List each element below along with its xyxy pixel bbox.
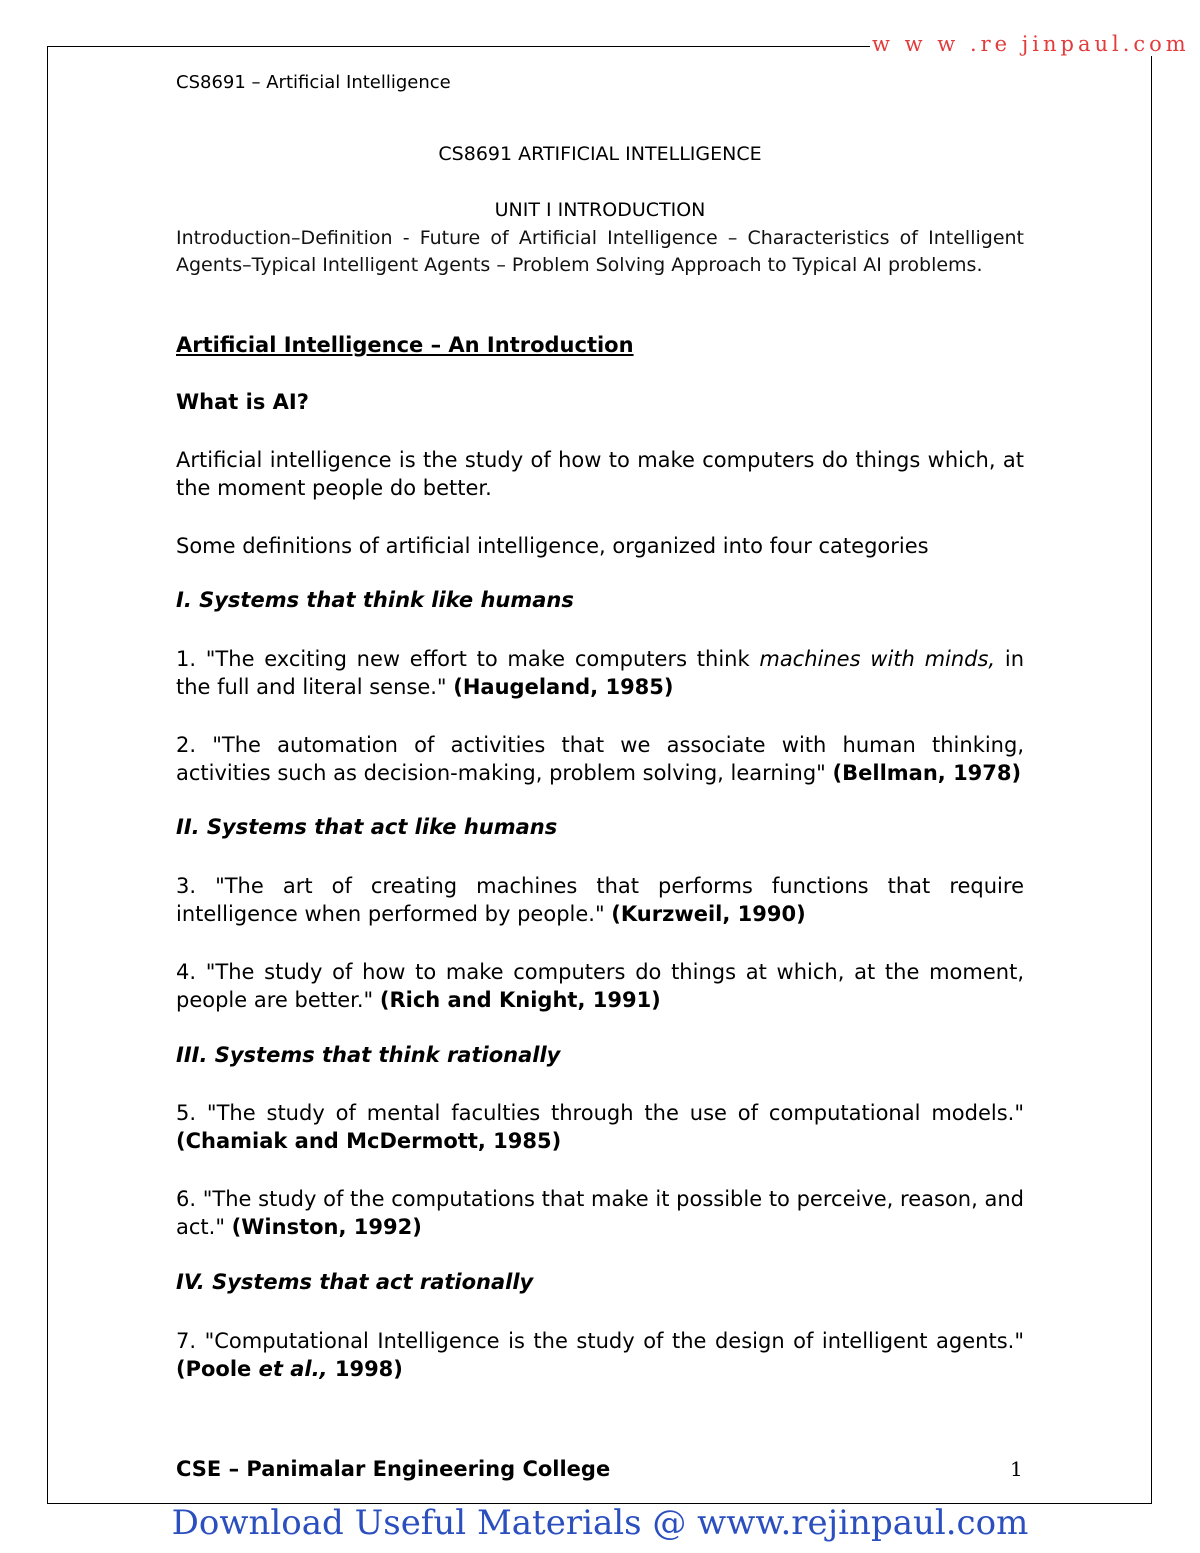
definition-7-citation-emphasis: et al.,	[258, 1357, 328, 1381]
running-header: CS8691 – Artificial Intelligence	[176, 72, 451, 93]
category-act-rationally: IV. Systems that act rationally	[176, 1270, 534, 1294]
document-title: CS8691 ARTIFICIAL INTELLIGENCE	[438, 143, 762, 165]
definition-6-citation: (Winston, 1992)	[231, 1215, 422, 1239]
definition-1-citation: (Haugeland, 1985)	[453, 675, 674, 699]
download-banner-link[interactable]: Download Useful Materials @ www.rejinpaul.com	[171, 1503, 1029, 1543]
definition-7-citation-author: (Poole	[176, 1357, 259, 1381]
definition-7-citation	[176, 1357, 403, 1381]
subheading-what-is-ai: What is AI?	[176, 390, 309, 414]
definition-5	[176, 1099, 1024, 1155]
footer-college: CSE – Panimalar Engineering College	[176, 1457, 611, 1481]
watermark-url: w w w .re jinpaul.com	[872, 32, 1190, 56]
definition-5-citation: (Chamiak and McDermott, 1985)	[176, 1129, 562, 1153]
definition-4-text: 4. "The study of how to make computers do things at which, at the moment, people are better."	[176, 960, 1024, 1012]
definition-1	[176, 645, 1024, 701]
definition-5-text: 5. "The study of mental faculties through the use of computational models."	[176, 1101, 1024, 1125]
definition-7-citation-year: 1998)	[327, 1357, 403, 1381]
definition-4	[176, 958, 1024, 1014]
definitions-intro: Some definitions of artificial intelligence, organized into four categories	[176, 534, 929, 558]
definition-1-emphasis: machines with minds,	[759, 647, 996, 671]
definition-7-text: 7. "Computational Intelligence is the study of the design of intelligent agents."	[176, 1329, 1024, 1353]
page-number: 1	[1010, 1457, 1023, 1481]
definition-1-text-end: in the full and literal sense."	[176, 647, 1025, 699]
definition-2-text: 2. "The automation of activities that we associate with human thinking, activities such as decision-making, problem solving, learning"	[176, 733, 1024, 785]
section-heading: Artificial Intelligence – An Introduction	[176, 333, 634, 357]
category-think-rationally: III. Systems that think rationally	[176, 1043, 561, 1067]
definition-3	[176, 872, 1024, 928]
unit-title: UNIT I INTRODUCTION	[494, 199, 706, 221]
definition-3-text: 3. "The art of creating machines that performs functions that require intelligence when performed by people."	[176, 874, 1024, 926]
definition-1-text: 1. "The exciting new effort to make computers think	[176, 647, 760, 671]
definition-6	[176, 1185, 1024, 1241]
intro-paragraph: Artificial intelligence is the study of how to make computers do things which, at the moment people do better.	[176, 448, 1024, 500]
definition-7	[176, 1327, 1024, 1383]
definition-3-citation: (Kurzweil, 1990)	[611, 902, 806, 926]
definition-2-citation: (Bellman, 1978)	[832, 761, 1022, 785]
definition-6-text: 6. "The study of the computations that make it possible to perceive, reason, and act."	[176, 1187, 1024, 1239]
definition-4-citation: (Rich and Knight, 1991)	[379, 988, 661, 1012]
category-think-like-humans: I. Systems that think like humans	[176, 588, 574, 612]
syllabus-text: Introduction–Definition - Future of Artificial Intelligence – Characteristics of Intelligent Agents–Typical Intelligent Agents – Problem Solving Approach to Typical AI problems.	[176, 227, 1024, 276]
definition-2	[176, 731, 1024, 787]
category-act-like-humans: II. Systems that act like humans	[176, 815, 558, 839]
